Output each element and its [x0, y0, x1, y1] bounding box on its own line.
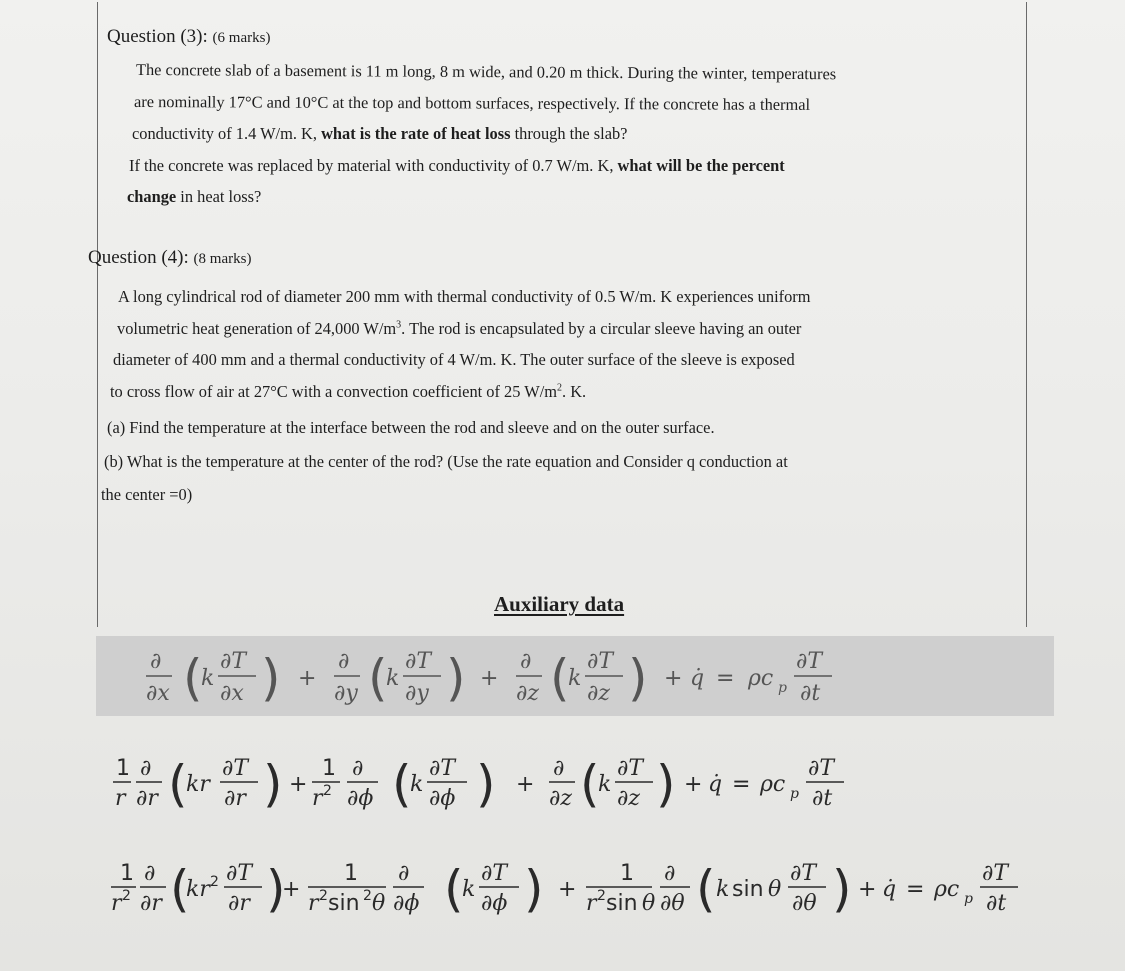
svg-text:=: =	[716, 666, 735, 691]
svg-text:∂y: ∂y	[405, 681, 429, 706]
question-4-part-a: (a) Find the temperature at the interface between the rod and sleeve and on the outer surface.	[107, 418, 715, 437]
svg-text:+: +	[289, 772, 308, 797]
question-3-line-1: The concrete slab of a basement is 11 m long, 8 m wide, and 0.20 m thick. During the winter, temperatures	[135, 60, 837, 84]
svg-text:(: (	[444, 860, 464, 918]
svg-text:2: 2	[210, 874, 219, 890]
svg-text:+: +	[558, 877, 577, 902]
svg-text:k: k	[410, 772, 424, 797]
question-3-percent-emphasis: what will be the percent	[617, 156, 785, 175]
svg-text:∂z: ∂z	[587, 681, 610, 706]
question-4-part-b-line-1: (b) What is the temperature at the center of the rod? (Use the rate equation and Consider q conduction at	[104, 452, 788, 471]
svg-text:sin: sin	[328, 891, 360, 916]
svg-text:(: (	[392, 755, 412, 813]
svg-text:r: r	[586, 891, 597, 916]
svg-text:q̇: q̇	[690, 666, 705, 691]
svg-text:ρc: ρc	[760, 772, 786, 797]
svg-text:∂z: ∂z	[516, 681, 539, 706]
svg-text:∂: ∂	[520, 649, 532, 674]
svg-text:∂: ∂	[150, 649, 162, 674]
svg-text:1: 1	[116, 756, 130, 781]
svg-text:): )	[261, 649, 281, 707]
question-4-line-4-end: . K.	[562, 382, 587, 401]
svg-text:ρc: ρc	[748, 666, 774, 691]
question-3-line-5	[127, 187, 261, 207]
question-4-line-2-end: . The rod is encapsulated by a circular sleeve having an outer	[401, 319, 802, 338]
svg-text:∂T: ∂T	[222, 756, 249, 781]
question-4-line-3: diameter of 400 mm and a thermal conductivity of 4 W/m. K. The outer surface of the sleeve is exposed	[113, 350, 795, 369]
svg-text:r: r	[308, 891, 319, 916]
spherical-heat-equation	[0, 852, 1125, 927]
svg-text:): )	[476, 755, 496, 813]
svg-text:sin: sin	[732, 877, 764, 902]
svg-text:ρc: ρc	[934, 877, 960, 902]
question-4-cubic-exponent: 3	[396, 319, 402, 331]
question-3-heading	[107, 26, 270, 48]
question-4-line-4	[110, 382, 586, 402]
svg-text:+: +	[664, 666, 683, 691]
svg-text:∂x: ∂x	[220, 681, 244, 706]
svg-text:k: k	[201, 666, 215, 691]
svg-text:): )	[656, 755, 676, 813]
svg-text:(: (	[170, 860, 190, 918]
svg-text:(: (	[183, 649, 203, 707]
svg-text:=: =	[732, 772, 751, 797]
svg-text:sin: sin	[606, 891, 638, 916]
svg-text:∂: ∂	[338, 649, 350, 674]
svg-text:2: 2	[323, 783, 332, 799]
svg-text:k: k	[598, 772, 612, 797]
svg-text:q̇: q̇	[882, 877, 897, 902]
question-3-title: Question (3):	[107, 26, 208, 47]
svg-text:): )	[446, 649, 466, 707]
question-4-title: Question (4):	[88, 247, 189, 268]
svg-text:∂t: ∂t	[800, 681, 821, 706]
question-3-rate-emphasis: what is the rate of heat loss	[321, 124, 511, 143]
svg-text:∂r: ∂r	[140, 891, 162, 916]
svg-text:2: 2	[319, 888, 328, 904]
svg-text:∂z: ∂z	[617, 786, 640, 811]
auxiliary-data-title: Auxiliary data	[494, 592, 625, 616]
svg-text:): )	[628, 649, 648, 707]
svg-text:1: 1	[344, 861, 358, 886]
question-4-line-1: A long cylindrical rod of diameter 200 mm with thermal conductivity of 0.5 W/m. K experiences uniform	[118, 287, 811, 306]
svg-text:r: r	[115, 786, 126, 811]
svg-text:∂θ: ∂θ	[792, 891, 817, 916]
question-3-line-5-text: in heat loss?	[176, 187, 262, 206]
svg-text:∂: ∂	[352, 756, 364, 781]
svg-text:∂T: ∂T	[587, 649, 614, 674]
cylindrical-heat-equation	[0, 747, 1125, 822]
question-4-line-2	[117, 319, 801, 339]
svg-text:∂t: ∂t	[986, 891, 1007, 916]
svg-text:∂ϕ: ∂ϕ	[347, 786, 374, 811]
question-4-line-4-text: to cross flow of air at 27°C with a convection coefficient of 25 W/m	[110, 382, 558, 401]
svg-text:): )	[266, 860, 286, 918]
svg-text:∂T: ∂T	[220, 649, 247, 674]
svg-text:θ: θ	[768, 877, 782, 902]
svg-text:∂: ∂	[553, 756, 565, 781]
svg-text:2: 2	[597, 888, 606, 904]
question-4-marks: (8 marks)	[193, 251, 252, 267]
svg-text:+: +	[282, 877, 301, 902]
svg-text:k: k	[568, 666, 582, 691]
svg-text:+: +	[858, 877, 877, 902]
question-3-change-emphasis: change	[127, 187, 177, 206]
question-3-line-3	[132, 124, 627, 144]
svg-text:∂: ∂	[140, 756, 152, 781]
svg-text:∂T: ∂T	[617, 756, 644, 781]
question-3-line-3-text: conductivity of 1.4 W/m. K,	[132, 124, 322, 143]
svg-text:2: 2	[363, 888, 372, 904]
svg-text:∂T: ∂T	[808, 756, 835, 781]
svg-text:kr: kr	[186, 877, 210, 902]
svg-text:∂ϕ: ∂ϕ	[429, 786, 456, 811]
svg-text:∂y: ∂y	[334, 681, 358, 706]
svg-text:+: +	[480, 666, 499, 691]
svg-text:∂T: ∂T	[429, 756, 456, 781]
svg-text:kr: kr	[186, 772, 210, 797]
svg-text:∂: ∂	[398, 861, 410, 886]
svg-text:): )	[832, 860, 852, 918]
svg-text:2: 2	[122, 888, 131, 904]
svg-text:+: +	[516, 772, 535, 797]
svg-text:r: r	[312, 786, 323, 811]
question-4-part-b-line-2: the center =0)	[101, 485, 193, 504]
svg-text:(: (	[580, 755, 600, 813]
question-4-heading	[88, 247, 251, 269]
svg-text:∂: ∂	[664, 861, 676, 886]
svg-text:r: r	[111, 891, 122, 916]
svg-text:): )	[524, 860, 544, 918]
svg-text:p: p	[964, 891, 973, 907]
question-3-line-4-text: If the concrete was replaced by material with conductivity of 0.7 W/m. K,	[129, 156, 618, 175]
svg-text:∂ϕ: ∂ϕ	[393, 891, 420, 916]
svg-text:∂r: ∂r	[224, 786, 246, 811]
svg-text:+: +	[298, 666, 317, 691]
svg-text:1: 1	[322, 756, 336, 781]
svg-text:1: 1	[620, 861, 634, 886]
svg-text:+: +	[684, 772, 703, 797]
svg-text:k: k	[386, 666, 400, 691]
svg-text:(: (	[368, 649, 388, 707]
question-4-line-2-text: volumetric heat generation of 24,000 W/m	[117, 319, 397, 338]
svg-text:p: p	[790, 786, 799, 802]
svg-text:∂T: ∂T	[481, 861, 508, 886]
svg-text:∂T: ∂T	[790, 861, 817, 886]
question-3-line-2: are nominally 17°C and 10°C at the top and bottom surfaces, respectively. If the concrete has a thermal	[133, 92, 811, 114]
svg-text:∂T: ∂T	[796, 649, 823, 674]
svg-text:(: (	[696, 860, 716, 918]
question-3-line-3-end: through the slab?	[510, 124, 628, 143]
svg-text:∂ϕ: ∂ϕ	[481, 891, 508, 916]
svg-text:(: (	[550, 649, 570, 707]
svg-text:1: 1	[120, 861, 134, 886]
svg-text:∂x: ∂x	[146, 681, 170, 706]
svg-text:k: k	[462, 877, 476, 902]
svg-text:∂: ∂	[144, 861, 156, 886]
svg-text:∂θ: ∂θ	[660, 891, 685, 916]
svg-text:θ: θ	[642, 891, 656, 916]
question-4-square-exponent: 2	[557, 382, 563, 394]
svg-text:p: p	[778, 680, 787, 696]
svg-text:k: k	[716, 877, 730, 902]
svg-text:θ: θ	[372, 891, 386, 916]
svg-text:∂z: ∂z	[549, 786, 572, 811]
svg-text:(: (	[168, 755, 188, 813]
svg-text:∂T: ∂T	[226, 861, 253, 886]
svg-text:∂r: ∂r	[228, 891, 250, 916]
svg-text:∂t: ∂t	[812, 786, 833, 811]
cartesian-heat-equation	[0, 640, 1125, 715]
question-3-marks: (6 marks)	[212, 30, 271, 46]
svg-text:=: =	[906, 877, 925, 902]
question-3-line-4	[129, 156, 785, 176]
svg-text:∂r: ∂r	[136, 786, 158, 811]
svg-text:): )	[263, 755, 283, 813]
svg-text:q̇: q̇	[708, 772, 723, 797]
svg-text:∂T: ∂T	[982, 861, 1009, 886]
svg-text:∂T: ∂T	[405, 649, 432, 674]
